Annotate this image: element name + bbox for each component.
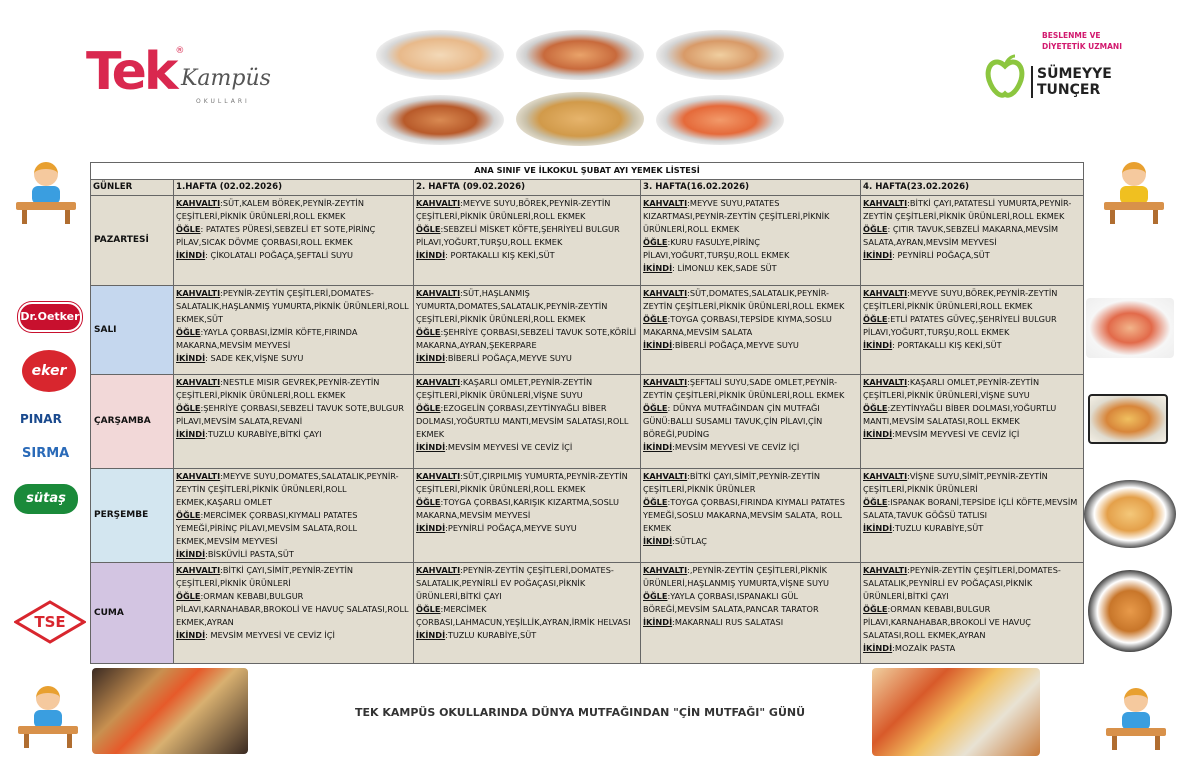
meal-label: İKİNDİ <box>416 523 446 533</box>
meal-label: İKİNDİ <box>416 630 446 640</box>
plate-image <box>656 30 784 80</box>
meal-cell <box>641 469 861 563</box>
meal-text: :MEYVE SUYU,BÖREK,PEYNİR-ZEYTİN ÇEŞİTLERİ,PİKNİK ÜRÜNLERİ,ROLL EKMEK <box>416 198 611 221</box>
meal-line-i <box>416 249 638 262</box>
meal-label: İKİNDİ <box>176 630 206 640</box>
meal-line-i <box>416 441 638 454</box>
meal-text: :PEYNİR-ZEYTİN ÇEŞİTLERİ,DOMATES-SALATALIK,HAŞLANMIŞ YUMURTA,PİKNİK ÜRÜNLERİ,ROLL EKMEK,SÜT <box>176 288 409 324</box>
meal-line-k <box>416 197 638 223</box>
meal-text: :SÜTLAÇ <box>672 536 708 546</box>
meal-line-k <box>643 197 858 236</box>
kid-illustration <box>1104 162 1164 224</box>
meal-line-i <box>416 629 638 642</box>
food-photo <box>1086 298 1174 358</box>
meal-label: İKİNDİ <box>643 340 673 350</box>
meal-label: İKİNDİ <box>416 353 446 363</box>
header-row <box>91 180 1084 196</box>
meal-text: :MERCİMEK ÇORBASI,LAHMACUN,YEŞİLLİK,AYRAN,İRMİK HELVASI <box>416 604 631 627</box>
apple-heart-icon <box>985 54 1025 100</box>
meal-label: KAHVALTI <box>416 471 461 481</box>
meal-label: ÖĞLE <box>863 403 888 413</box>
day-row <box>91 375 1084 469</box>
meal-label: İKİNDİ <box>863 643 893 653</box>
dietitian-title: BESLENME VE DİYETETİK UZMANI <box>1042 31 1123 51</box>
meal-text: :SÜT,KALEM BÖREK,PEYNİR-ZEYTİN ÇEŞİTLERİ,PİKNİK ÜRÜNLERİ,ROLL EKMEK <box>176 198 364 221</box>
meal-line-o <box>176 590 411 629</box>
meal-text: :ŞEHRİYE ÇORBASI,SEBZELİ TAVUK SOTE,BULGUR PİLAVI,MEVSİM SALATA,REVANİ <box>176 403 404 426</box>
meal-cell <box>414 196 641 286</box>
meal-line-o <box>643 236 858 262</box>
meal-text: :YAYLA ÇORBASI,ISPANAKLI GÜL BÖREĞİ,MEVSİM SALATA,PANCAR TARATOR <box>643 591 819 614</box>
meal-line-k <box>863 287 1081 313</box>
meal-label: İKİNDİ <box>863 340 893 350</box>
meal-text: :TOYGA ÇORBASI,TEPSİDE KIYMA,SOSLU MAKARNA,MEVSİM SALATA <box>643 314 832 337</box>
meal-line-i <box>643 262 858 275</box>
meal-line-i <box>416 522 638 535</box>
meal-text: :TOYGA ÇORBASI,FIRINDA KIYMALI PATATES YEMEĞİ,SOSLU MAKARNA,MEVSİM SALATA, ROLL EKMEK <box>643 497 845 533</box>
meal-label: İKİNDİ <box>176 250 206 260</box>
food-photo <box>1084 480 1176 548</box>
meal-text: :MEVSİM MEYVESİ VE CEVİZ İÇİ <box>672 442 800 452</box>
meal-label: KAHVALTI <box>863 471 908 481</box>
droetker-logo: Dr.Oetker <box>18 302 82 332</box>
meal-label: KAHVALTI <box>643 565 688 575</box>
meal-line-k <box>643 287 858 313</box>
kid-illustration <box>16 162 76 224</box>
meal-label: ÖĞLE <box>176 403 201 413</box>
meal-cell <box>641 286 861 375</box>
meal-text: :ŞEHRİYE ÇORBASI,SEBZELİ TAVUK SOTE,KÖRİLİ MAKARNA,AYRAN,ŞEKERPARE <box>416 327 637 350</box>
eker-logo: eker <box>22 350 76 392</box>
meal-line-k <box>176 376 411 402</box>
meal-text: :MEYVE SUYU,DOMATES,SALATALIK,PEYNİR-ZEYTİN ÇEŞİTLERİ,PİKNİK ÜRÜNLERİ,ROLL EKMEK,KAŞARLI OMLET <box>176 471 399 507</box>
meal-label: İKİNDİ <box>643 617 673 627</box>
meal-label: ÖĞLE <box>863 497 888 507</box>
meal-line-o <box>416 603 638 629</box>
meal-text: :MEYVE SUYU,BÖREK,PEYNİR-ZEYTİN ÇEŞİTLERİ,PİKNİK ÜRÜNLERİ,ROLL EKMEK <box>863 288 1058 311</box>
meal-label: İKİNDİ <box>863 250 893 260</box>
meal-line-i <box>176 629 411 642</box>
meal-text: : PORTAKALLI KIŞ KEKİ,SÜT <box>892 340 1002 350</box>
meal-line-i <box>176 428 411 441</box>
meal-text: :KURU FASULYE,PİRİNÇ PİLAVI,YOĞURT,TURŞU,ROLL EKMEK <box>643 237 790 260</box>
meal-line-i <box>863 522 1081 535</box>
meal-label: ÖĞLE <box>416 497 441 507</box>
meal-line-o <box>176 509 411 548</box>
meal-label: ÖĞLE <box>643 497 668 507</box>
meal-label: ÖĞLE <box>176 327 201 337</box>
meal-line-o <box>176 223 411 249</box>
tek-kampus-logo: Tek® Kampüs OKULLARI <box>86 42 271 105</box>
meal-label: KAHVALTI <box>643 288 688 298</box>
meal-label: İKİNDİ <box>643 536 673 546</box>
day-name: SALI <box>91 286 174 375</box>
tse-logo: TSE <box>14 600 86 644</box>
meal-line-i <box>643 535 858 548</box>
meal-line-k <box>176 564 411 590</box>
meal-line-k <box>643 376 858 402</box>
meal-line-i <box>643 616 858 629</box>
meal-label: İKİNDİ <box>863 523 893 533</box>
meal-text: :VİŞNE SUYU,SİMİT,PEYNİR-ZEYTİN ÇEŞİTLERİ,PİKNİK ÜRÜNLERİ <box>863 471 1048 494</box>
meal-text: :BİTKİ ÇAYI,PATATESLİ YUMURTA,PEYNİR-ZEYTİN ÇEŞİTLERİ,PİKNİK ÜRÜNLERİ,ROLL EKMEK <box>863 198 1072 221</box>
meal-label: İKİNDİ <box>416 250 446 260</box>
meal-label: ÖĞLE <box>863 604 888 614</box>
meal-label: ÖĞLE <box>643 591 668 601</box>
plate-image <box>516 30 644 80</box>
meal-label: İKİNDİ <box>643 263 673 273</box>
meal-line-k <box>176 197 411 223</box>
plate-image <box>376 30 504 80</box>
meal-label: KAHVALTI <box>176 288 221 298</box>
meal-text: :BİTKİ ÇAYI,SİMİT,PEYNİR-ZEYTİN ÇEŞİTLERİ,PİKNİK ÜRÜNLERİ <box>176 565 354 588</box>
meal-text: :TUZLU KURABİYE,SÜT <box>892 523 984 533</box>
meal-line-o <box>863 223 1081 249</box>
meal-cell <box>414 469 641 563</box>
meal-line-k <box>416 287 638 326</box>
meal-line-o <box>416 496 638 522</box>
meal-text: :BİTKİ ÇAYI,SİMİT,PEYNİR-ZEYTİN ÇEŞİTLERİ,PİKNİK ÜRÜNLER <box>643 471 821 494</box>
meal-text: : LİMONLU KEK,SADE SÜT <box>672 263 777 273</box>
meal-text: :TUZLU KURABİYE,BİTKİ ÇAYI <box>205 429 322 439</box>
kampus-wordmark: Kampüs <box>181 66 271 91</box>
meal-line-i <box>863 249 1081 262</box>
meal-label: KAHVALTI <box>863 377 908 387</box>
meal-text: :MEVSİM MEYVESİ VE CEVİZ İÇİ <box>892 429 1020 439</box>
dietitian-name: SÜMEYYE TUNÇER <box>1031 66 1112 98</box>
meal-line-i <box>643 339 858 352</box>
meal-text: :ISPANAK BORANİ,TEPSİDE İÇLİ KÖFTE,MEVSİM SALATA,TAVUK GÖĞSÜ TATLISI <box>863 497 1078 520</box>
meal-line-o <box>416 223 638 249</box>
meal-text: :SEBZELİ MİSKET KÖFTE,ŞEHRİYELİ BULGUR PİLAVI,YOĞURT,TURŞU,ROLL EKMEK <box>416 224 620 247</box>
meal-text: :KAŞARLI OMLET,PEYNİR-ZEYTİN ÇEŞİTLERİ,PİKNİK ÜRÜNLERİ,VİŞNE SUYU <box>416 377 593 400</box>
meal-label: ÖĞLE <box>416 224 441 234</box>
meal-label: KAHVALTI <box>643 377 688 387</box>
meal-text: :MOZAİK PASTA <box>892 643 956 653</box>
menu-title: ANA SINIF VE İLKOKUL ŞUBAT AYI YEMEK LİSTESİ <box>91 163 1084 180</box>
meal-text: :MAKARNALI RUS SALATASI <box>672 617 784 627</box>
footer-caption: TEK KAMPÜS OKULLARINDA DÜNYA MUTFAĞINDAN "ÇİN MUTFAĞI" GÜNÜ <box>354 706 806 719</box>
meal-label: ÖĞLE <box>176 224 201 234</box>
meal-label: ÖĞLE <box>176 510 201 520</box>
meal-text: :ŞEFTALİ SUYU,SADE OMLET,PEYNİR-ZEYTİN ÇEŞİTLERİ,PİKNİK ÜRÜNLERİ,ROLL EKMEK <box>643 377 845 400</box>
meal-text: : ÇİKOLATALI POĞAÇA,ŞEFTALİ SUYU <box>205 250 354 260</box>
meal-text: :TUZLU KURABİYE,SÜT <box>445 630 537 640</box>
meal-line-i <box>176 249 411 262</box>
meal-label: KAHVALTI <box>863 565 908 575</box>
sirma-logo: SIRMA <box>22 446 70 461</box>
meal-text: :BİBERLİ POĞAÇA,MEYVE SUYU <box>672 340 799 350</box>
meal-label: KAHVALTI <box>416 198 461 208</box>
meal-text: :PEYNİR-ZEYTİN ÇEŞİTLERİ,DOMATES-SALATALIK,PEYNİRLİ EV POĞAÇASI,PİKNİK ÜRÜNLERİ,BİTKİ ÇAYI <box>416 565 614 601</box>
meal-label: ÖĞLE <box>863 314 888 324</box>
meal-line-o <box>643 496 858 535</box>
meal-text: :SÜT,ÇIRPILMIŞ YUMURTA,PEYNİR-ZEYTİN ÇEŞİTLERİ,PİKNİK ÜRÜNLERİ,ROLL EKMEK <box>416 471 628 494</box>
meal-text: :MEYVE SUYU,PATATES KIZARTMASI,PEYNİR-ZEYTİN ÇEŞİTLERİ,PİKNİK ÜRÜNLERİ,ROLL EKMEK <box>643 198 830 234</box>
meal-text: : PORTAKALLI KIŞ KEKİ,SÜT <box>445 250 555 260</box>
plate-image <box>656 95 784 145</box>
meal-text: :YAYLA ÇORBASI,İZMİR KÖFTE,FIRINDA MAKARNA,MEVSİM MEYVESİ <box>176 327 358 350</box>
column-header: 4. HAFTA(23.02.2026) <box>861 180 1084 196</box>
meal-text: :MEVSİM MEYVESİ VE CEVİZ İÇİ <box>445 442 573 452</box>
meal-cell <box>174 375 414 469</box>
meal-text: :SÜT,HAŞLANMIŞ YUMURTA,DOMATES,SALATALIK,PEYNİR-ZEYTİN ÇEŞİTLERİ,PİKNİK ÜRÜNLERİ,ROLL EKMEK <box>416 288 608 324</box>
day-row <box>91 469 1084 563</box>
dietitian-logo <box>985 26 1145 106</box>
column-header: 3. HAFTA(16.02.2026) <box>641 180 861 196</box>
meal-text: :PEYNİR-ZEYTİN ÇEŞİTLERİ,DOMATES-SALATALIK,PEYNİRLİ EV POĞAÇASI,PİKNİK ÜRÜNLERİ,BİTKİ ÇAYI <box>863 565 1061 601</box>
meal-cell <box>641 375 861 469</box>
meal-text: : MEVSİM MEYVESİ VE CEVİZ İÇİ <box>205 630 335 640</box>
meal-cell <box>414 286 641 375</box>
meal-line-k <box>416 376 638 402</box>
meal-label: ÖĞLE <box>643 314 668 324</box>
tacos-photo <box>92 668 248 754</box>
meal-label: İKİNDİ <box>416 442 446 452</box>
meal-cell <box>414 375 641 469</box>
meal-label: ÖĞLE <box>863 224 888 234</box>
meal-label: İKİNDİ <box>176 549 206 559</box>
meal-cell <box>861 375 1084 469</box>
meal-line-o <box>176 326 411 352</box>
meal-label: KAHVALTI <box>863 198 908 208</box>
meal-cell <box>641 563 861 664</box>
meal-cell <box>861 469 1084 563</box>
meal-line-o <box>416 402 638 441</box>
meal-line-o <box>643 313 858 339</box>
kid-illustration <box>1106 688 1166 750</box>
meal-cell <box>174 196 414 286</box>
meal-line-k <box>176 470 411 509</box>
meal-cell <box>174 469 414 563</box>
meal-line-o <box>643 402 858 441</box>
meal-cell <box>861 563 1084 664</box>
meal-cell <box>861 286 1084 375</box>
meal-line-k <box>863 376 1081 402</box>
meal-text: : PATATES PÜRESİ,SEBZELİ ET SOTE,PİRİNÇ PİLAV,SICAK DÖVME ÇORBASI,ROLL EKMEK <box>176 224 376 247</box>
day-name: PERŞEMBE <box>91 469 174 563</box>
meal-label: KAHVALTI <box>176 377 221 387</box>
meal-line-o <box>863 496 1081 522</box>
meal-line-i <box>643 441 858 454</box>
meal-line-k <box>863 470 1081 496</box>
kid-illustration <box>18 686 78 748</box>
tek-wordmark: Tek <box>86 42 176 102</box>
meal-text: :BİSKÜVİLİ PASTA,SÜT <box>205 549 294 559</box>
column-header: 2. HAFTA (09.02.2026) <box>414 180 641 196</box>
mexican-food-photo <box>872 668 1040 756</box>
meal-line-k <box>863 197 1081 223</box>
meal-text: : PEYNİRLİ POĞAÇA,SÜT <box>892 250 990 260</box>
meal-line-k <box>863 564 1081 603</box>
sutas-logo: sütaş <box>14 484 78 514</box>
meal-line-k <box>643 564 858 590</box>
meal-text: :PEYNİRLİ POĞAÇA,MEYVE SUYU <box>445 523 577 533</box>
meal-label: KAHVALTI <box>643 471 688 481</box>
meal-text: :TOYGA ÇORBASI,KARIŞIK KIZARTMA,SOSLU MAKARNA,MEVSİM MEYVESİ <box>416 497 619 520</box>
plate-image <box>516 92 644 146</box>
meal-text: :,PEYNİR-ZEYTİN ÇEŞİTLERİ,PİKNİK ÜRÜNLERİ,HAŞLANMIŞ YUMURTA,VİŞNE SUYU <box>643 565 829 588</box>
food-photo <box>1088 570 1172 652</box>
day-name: PAZARTESİ <box>91 196 174 286</box>
meal-line-k <box>416 564 638 603</box>
meal-label: ÖĞLE <box>416 403 441 413</box>
meal-label: İKİNDİ <box>176 353 206 363</box>
meal-text: :EZOGELİN ÇORBASI,ZEYTİNYAĞLI BİBER DOLMASI,YOĞURTLU MANTI,MEVSİM SALATASI,ROLL EKMEK <box>416 403 629 439</box>
meal-text: :ORMAN KEBABI,BULGUR PİLAVI,KARNAHABAR,BROKOLİ VE HAVUÇ SALATASI,ROLL EKMEK,AYRAN <box>863 604 1031 640</box>
meal-text: :ORMAN KEBABI,BULGUR PİLAVI,KARNAHABAR,BROKOLİ VE HAVUÇ SALATASI,ROLL EKMEK,AYRAN <box>176 591 409 627</box>
meal-label: KAHVALTI <box>176 565 221 575</box>
day-row <box>91 563 1084 664</box>
meal-label: ÖĞLE <box>643 237 668 247</box>
meal-line-o <box>863 313 1081 339</box>
food-photo <box>1088 394 1168 444</box>
meal-label: KAHVALTI <box>416 377 461 387</box>
meal-text: :MERCİMEK ÇORBASI,KIYMALI PATATES YEMEĞİ,PİRİNÇ PİLAVI,MEVSİM SALATA,ROLL EKMEK,MEVSİM MEYVESİ <box>176 510 358 546</box>
meal-line-o <box>863 603 1081 642</box>
meal-text: :NESTLE MISIR GEVREK,PEYNİR-ZEYTİN ÇEŞİTLERİ,PİKNİK ÜRÜNLERİ,ROLL EKMEK <box>176 377 380 400</box>
meal-text: :ZEYTİNYAĞLI BİBER DOLMASI,YOĞURTLU MANTI,MEVSİM SALATASI,ROLL EKMEK <box>863 403 1057 426</box>
meal-label: İKİNDİ <box>863 429 893 439</box>
meal-text: :KAŞARLI OMLET,PEYNİR-ZEYTİN ÇEŞİTLERİ,PİKNİK ÜRÜNLERİ,VİŞNE SUYU <box>863 377 1040 400</box>
meal-cell <box>641 196 861 286</box>
meal-cell <box>174 286 414 375</box>
meal-label: ÖĞLE <box>416 604 441 614</box>
meal-line-i <box>176 352 411 365</box>
meal-line-k <box>176 287 411 326</box>
meal-label: KAHVALTI <box>643 198 688 208</box>
pinar-logo: PINAR <box>20 412 62 426</box>
meal-label: ÖĞLE <box>176 591 201 601</box>
meal-label: KAHVALTI <box>416 565 461 575</box>
meal-text: :BİBERLİ POĞAÇA,MEYVE SUYU <box>445 353 572 363</box>
menu-table <box>90 162 1084 664</box>
plate-image <box>376 95 504 145</box>
meal-line-k <box>416 470 638 496</box>
meal-line-i <box>176 548 411 561</box>
meal-line-i <box>863 642 1081 655</box>
meal-cell <box>861 196 1084 286</box>
meal-line-i <box>416 352 638 365</box>
meal-line-i <box>863 339 1081 352</box>
meal-label: KAHVALTI <box>176 198 221 208</box>
meal-line-k <box>643 470 858 496</box>
meal-label: ÖĞLE <box>416 327 441 337</box>
column-header: GÜNLER <box>91 180 174 196</box>
column-header: 1.HAFTA (02.02.2026) <box>174 180 414 196</box>
meal-line-o <box>416 326 638 352</box>
meal-label: KAHVALTI <box>176 471 221 481</box>
meal-cell <box>414 563 641 664</box>
meal-text: : DÜNYA MUTFAĞINDAN ÇİN MUTFAĞI GÜNÜ:BALLI SUSAMLI TAVUK,ÇİN PİLAVI,ÇİN BÖREĞİ,PUDİNG <box>643 403 823 439</box>
meal-text: :SÜT,DOMATES,SALATALIK,PEYNİR-ZEYTİN ÇEŞİTLERİ,PİKNİK ÜRÜNLERİ,ROLL EKMEK <box>643 288 845 311</box>
meal-text: : SADE KEK,VİŞNE SUYU <box>205 353 304 363</box>
okullari-text: OKULLARI <box>196 98 250 105</box>
day-name: ÇARŞAMBA <box>91 375 174 469</box>
meal-line-o <box>176 402 411 428</box>
day-name: CUMA <box>91 563 174 664</box>
meal-line-i <box>863 428 1081 441</box>
meal-line-o <box>643 590 858 616</box>
day-row <box>91 286 1084 375</box>
meal-text: :ETLİ PATATES GÜVEÇ,ŞEHRİYELİ BULGUR PİLAVI,YOĞURT,TURŞU,ROLL EKMEK <box>863 314 1057 337</box>
day-row <box>91 196 1084 286</box>
meal-label: İKİNDİ <box>176 429 206 439</box>
meal-cell <box>174 563 414 664</box>
meal-label: ÖĞLE <box>643 403 668 413</box>
meal-label: KAHVALTI <box>863 288 908 298</box>
meal-text: : ÇITIR TAVUK,SEBZELİ MAKARNA,MEVSİM SALATA,AYRAN,MEVSİM MEYVESİ <box>863 224 1059 247</box>
meal-label: KAHVALTI <box>416 288 461 298</box>
meal-line-o <box>863 402 1081 428</box>
meal-label: İKİNDİ <box>643 442 673 452</box>
